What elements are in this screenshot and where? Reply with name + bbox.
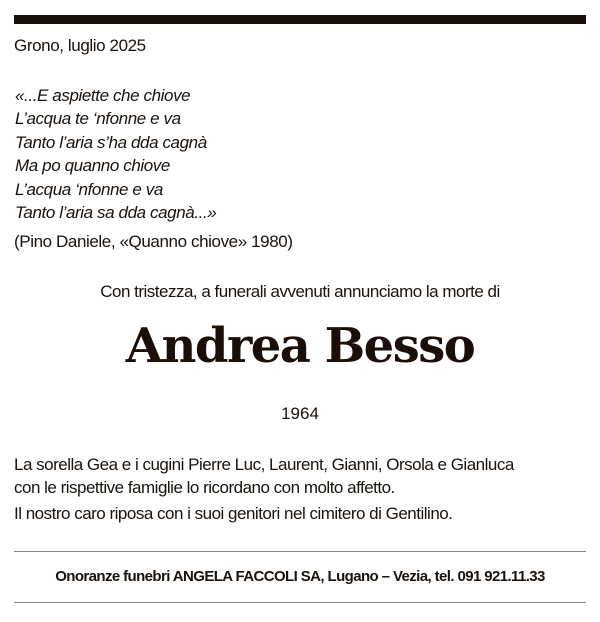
- funeral-home-info: Onoranze funebri ANGELA FACCOLI SA, Lugano – Vezia, tel. 091 921.11.33: [55, 568, 545, 585]
- quote-line: «...E aspiette che chiove: [15, 86, 191, 105]
- quote-attribution: (Pino Daniele, «Quanno chiove» 1980): [14, 232, 293, 251]
- family-paragraph: [14, 454, 594, 499]
- quote-line: L’acqua te ‘nfonne e va: [15, 109, 181, 129]
- obituary-body: [14, 454, 594, 526]
- quote-line: Ma po quanno chiove: [15, 156, 170, 176]
- burial-paragraph: [14, 503, 594, 526]
- quote-line: Tanto l’aria s’ha dda cagnà: [15, 132, 207, 152]
- announcement-intro: Con tristezza, a funerali avvenuti annunciamo la morte di: [100, 282, 500, 301]
- body-line: Il nostro caro riposa con i suoi genitori nel cimitero di Gentilino.: [14, 504, 453, 523]
- body-line: La sorella Gea e i cugini Pierre Luc, Laurent, Gianni, Orsola e Gianluca: [14, 455, 514, 474]
- deceased-name: Andrea Besso: [125, 318, 475, 374]
- divider-bottom: [14, 602, 586, 603]
- quote-line: Tanto l’aria sa dda cagnà...»: [15, 203, 217, 223]
- body-line: con le rispettive famiglie lo ricordano con molto affetto.: [14, 477, 395, 497]
- birth-year: 1964: [281, 404, 319, 423]
- place-date: Grono, luglio 2025: [14, 36, 146, 55]
- quote-line: L’acqua ‘nfonne e va: [15, 179, 163, 199]
- song-quote: [15, 84, 216, 224]
- top-rule-bar: [14, 15, 586, 24]
- divider-top: [14, 551, 586, 552]
